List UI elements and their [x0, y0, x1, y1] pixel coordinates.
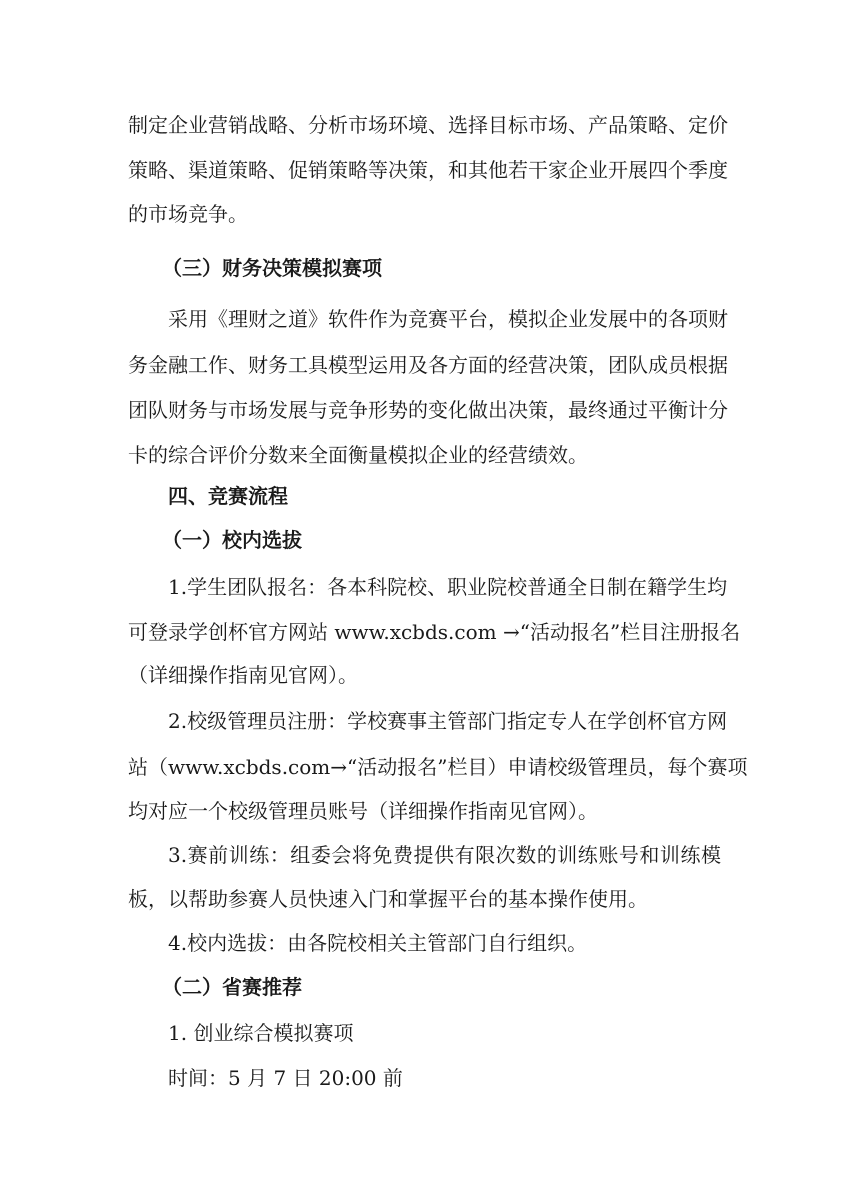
- list-item-line: （详细操作指南见官网）。: [128, 663, 358, 687]
- chapter-heading: 四、竞赛流程: [168, 484, 288, 508]
- list-item-line: 均对应一个校级管理员账号（详细操作指南见官网）。: [128, 799, 598, 823]
- paragraph-line: 采用《理财之道》软件作为竞赛平台，模拟企业发展中的各项财: [168, 307, 728, 331]
- paragraph-line: 务金融工作、财务工具模型运用及各方面的经营决策，团队成员根据: [128, 353, 728, 377]
- paragraph-line: 策略、渠道策略、促销策略等决策，和其他若干家企业开展四个季度: [128, 158, 728, 182]
- list-item-line: 2.校级管理员注册：学校赛事主管部门指定专人在学创杯官方网: [168, 709, 728, 733]
- list-item-line: 1. 创业综合模拟赛项: [168, 1021, 354, 1045]
- paragraph-line: 的市场竞争。: [128, 202, 248, 226]
- list-item-line: 可登录学创杯官方网站 www.xcbds.com →“活动报名”栏目注册报名: [128, 620, 741, 644]
- time-line: 时间：5 月 7 日 20:00 前: [168, 1066, 403, 1090]
- section-heading: （三）财务决策模拟赛项: [162, 256, 382, 280]
- paragraph-line: 团队财务与市场发展与竞争形势的变化做出决策，最终通过平衡计分: [128, 398, 728, 422]
- subsection-heading: （一）校内选拔: [162, 528, 302, 552]
- list-item-line: 1.学生团队报名：各本科院校、职业院校普通全日制在籍学生均: [168, 575, 728, 599]
- list-item-line: 3.赛前训练：组委会将免费提供有限次数的训练账号和训练模: [168, 843, 721, 867]
- paragraph-line: 卡的综合评价分数来全面衡量模拟企业的经营绩效。: [128, 443, 588, 467]
- list-item-line: 板，以帮助参赛人员快速入门和掌握平台的基本操作使用。: [128, 887, 648, 911]
- paragraph-line: 制定企业营销战略、分析市场环境、选择目标市场、产品策略、定价: [128, 113, 728, 137]
- list-item-line: 站（www.xcbds.com→“活动报名”栏目）申请校级管理员，每个赛项: [128, 755, 748, 779]
- list-item-line: 4.校内选拔：由各院校相关主管部门自行组织。: [168, 931, 588, 955]
- subsection-heading: （二）省赛推荐: [162, 975, 302, 999]
